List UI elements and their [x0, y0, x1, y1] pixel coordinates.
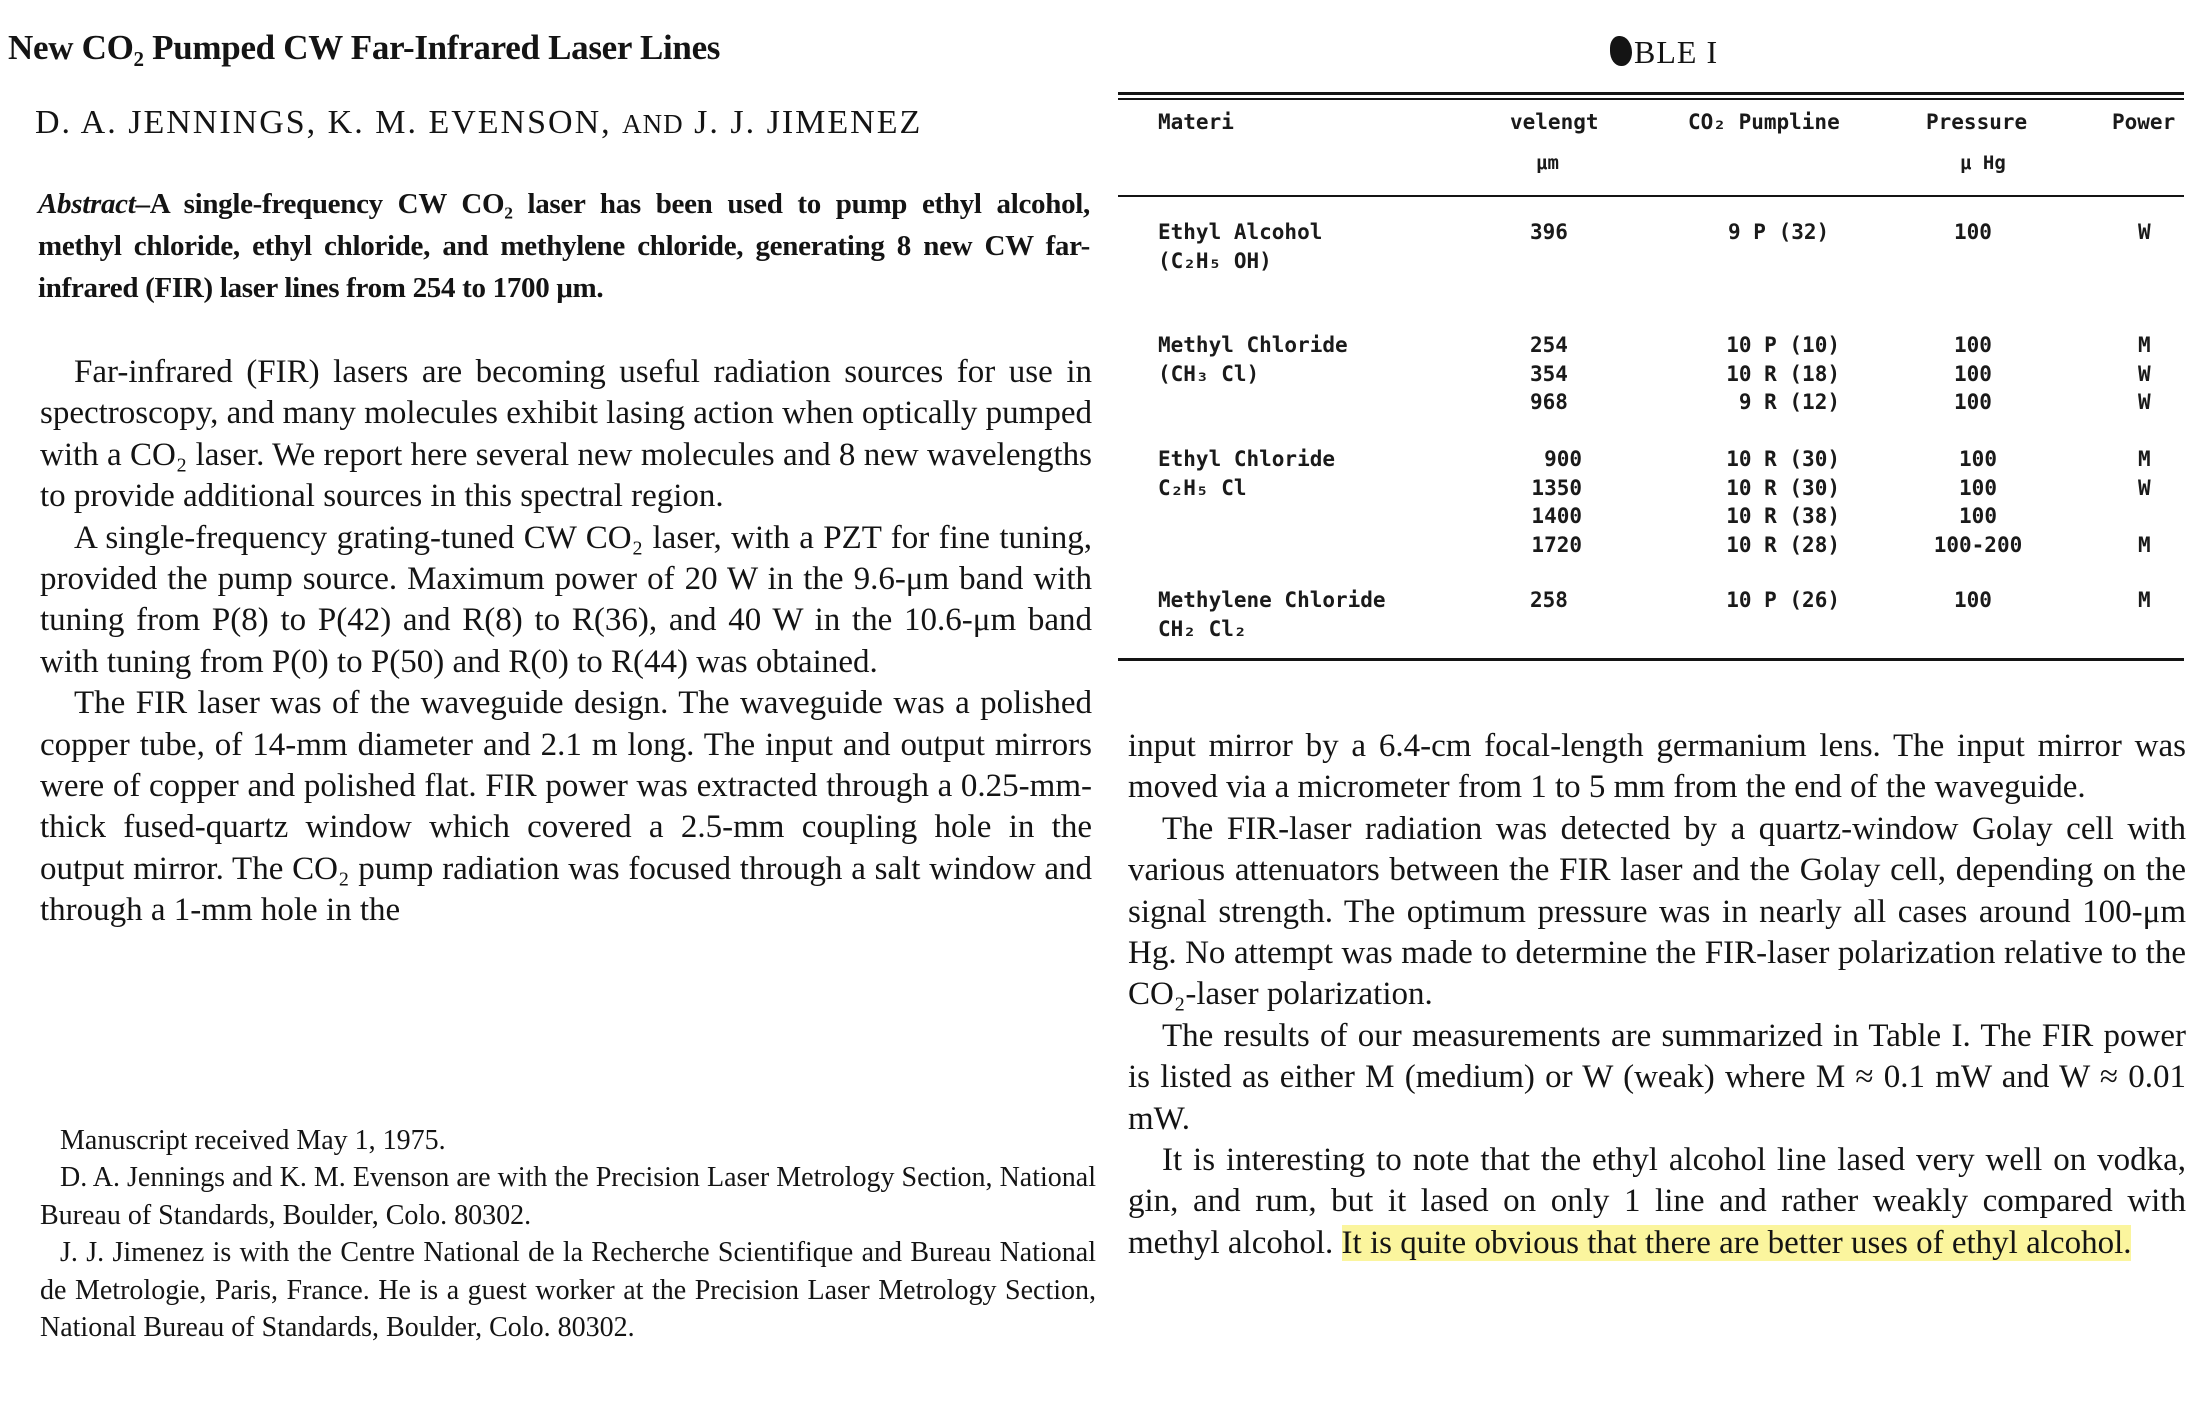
table-cell-power: W [2138, 361, 2151, 386]
material-name: Ethyl Alcohol [1158, 220, 1323, 244]
table-cell-pressure: 100 [1954, 361, 1992, 386]
table-cell-pumpline: 10 R (18) [1726, 361, 1840, 386]
header-pressure: Pressure [1926, 110, 2028, 134]
table-cell-pressure: 100 [1959, 447, 1997, 471]
table-cell-power: M [2138, 588, 2151, 612]
table-cell-pressure: 100 [1954, 220, 1992, 244]
material-formula: (CH₃ Cl) [1158, 361, 1260, 386]
author-line [35, 104, 922, 142]
paragraph-results: The results of our measurements are summarized in Table I. The FIR power is listed as either M (medium) or W (weak) where M ≈ 0.1 mW and W ≈ 0.01 mW. [1128, 1017, 2186, 1137]
footnote-affiliation-1: D. A. Jennings and K. M. Evenson are with the Precision Laser Metrology Section, National Bureau of Standards, Boulder, Colo. 80302. [40, 1162, 1096, 1231]
table-cell-pumpline: 10 R (28) [1726, 532, 1840, 557]
table-cell-pumpline: 10 R (30) [1726, 475, 1840, 500]
wavelength-cells-ethyl-alcohol [1530, 218, 1568, 247]
table-cell-pumpline: 10 R (30) [1726, 447, 1840, 471]
abstract-text: –A single-frequency CW CO₂ laser has been used to pump ethyl alcohol, methyl chloride, ethyl chloride, and methylene chloride, generating 8 new CW far-infrared (FIR) laser lines from 254 to 1700 μm. [38, 188, 1090, 304]
wavelength-cells-ethyl-chloride [1518, 445, 1582, 559]
paragraph-pump-source: A single-frequency grating-tuned CW CO₂ laser, with a PZT for fine tuning, provided the pump source. Maximum power of 20 W in the 9.6-μm band with tuning from P(8) to P(42) and R(8) to R(36), and 40 W in the 10.6-μm band with tuning from P(0) to P(50) and R(0) to R(44) was obtained. [40, 519, 1092, 680]
wavelength-cells-methylene-chloride [1530, 586, 1568, 615]
ethyl-alcohol-note-text: It is interesting to note that the ethyl alcohol line lased very well on vodka, gin, and rum, but it lased on only 1 line and rather weakly compared with methyl alcohol. [1128, 1142, 2186, 1261]
table-rule-top [1118, 92, 2184, 95]
material-formula: CH₂ Cl₂ [1158, 616, 1247, 641]
table-cell-pumpline: 9 P (32) [1728, 220, 1830, 244]
header-power: Power [2112, 110, 2176, 134]
material-formula: C₂H₅ Cl [1158, 475, 1247, 500]
highlighted-sentence: It is quite obvious that there are better uses of ethyl alcohol. [1341, 1224, 2132, 1261]
table-cell-pumpline: 10 P (10) [1726, 333, 1840, 357]
material-name: Methyl Chloride [1158, 333, 1348, 357]
footnotes [40, 1122, 1096, 1346]
table-cell-pressure: 100 [1954, 333, 1992, 357]
table-cell-power: W [2138, 390, 2151, 414]
table-title [1610, 34, 1718, 71]
table-cell-wavelength: 1720 [1531, 532, 1582, 557]
table-cell-wavelength: 254 [1530, 333, 1568, 357]
power-cells-ethyl-chloride [2138, 445, 2151, 559]
table-cell-pressure: 100 [1954, 588, 1992, 612]
pressure-cells-methylene-chloride [1954, 586, 1992, 615]
table-cell-power [2138, 502, 2151, 531]
table-cell-wavelength: 968 [1530, 390, 1568, 414]
paragraph-intro: Far-infrared (FIR) lasers are becoming useful radiation sources for use in spectroscopy, and many molecules exhibit lasing action when optically pumped with a CO₂ laser. We report here several new molecules and 8 new wavelengths to provide additional sources in this spectral region. [40, 354, 1092, 515]
table-cell-wavelength: 900 [1544, 447, 1582, 471]
header-pumpline: CO₂ Pumpline [1688, 110, 1840, 134]
right-column-body [1128, 726, 2186, 1264]
table-title-text: BLE I [1634, 34, 1719, 70]
table-cell-power: M [2138, 532, 2151, 557]
abstract [38, 183, 1090, 309]
table-cell-pressure: 100 [1959, 504, 1997, 528]
left-column-body [40, 352, 1092, 932]
table-rule-bottom [1118, 658, 2184, 661]
table-cell-wavelength: 396 [1530, 220, 1568, 244]
table-group-ethyl-alcohol [1158, 218, 1322, 275]
pumpline-cells-ethyl-chloride [1716, 445, 1840, 559]
paragraph-ethyl-alcohol-note [1128, 1140, 2186, 1264]
material-name: Ethyl Chloride [1158, 447, 1336, 471]
table-cell-pumpline: 10 P (26) [1726, 588, 1840, 612]
power-cells-ethyl-alcohol [2138, 218, 2151, 247]
table-group-methyl-chloride [1158, 331, 1348, 388]
pumpline-cells-methylene-chloride [1716, 586, 1840, 615]
ink-blot-icon [1610, 36, 1632, 66]
pressure-cells-ethyl-chloride [1916, 445, 2040, 559]
table-cell-power: M [2138, 333, 2151, 357]
table-cell-pumpline: 10 R (38) [1726, 504, 1840, 528]
pressure-cells-methyl-chloride [1954, 331, 1992, 417]
paragraph-waveguide: The FIR laser was of the waveguide design. The waveguide was a polished copper tube, of 14-mm diameter and 2.1 m long. The input and output mirrors were of copper and polished flat. FIR power was extracted through a 0.25-mm-thick fused-quartz window which covered a 2.5-mm coupling hole in the output mirror. The CO₂ pump radiation was focused through a salt window and through a 1-mm hole in the [40, 685, 1092, 929]
header-pressure-unit: μ Hg [1960, 152, 2006, 174]
header-wavelength-unit: μm [1536, 152, 1559, 174]
table-cell-power: W [2138, 220, 2151, 244]
table-cell-pressure: 100-200 [1933, 532, 2023, 557]
table-rule-header [1118, 195, 2184, 197]
table-cell-wavelength: 258 [1530, 588, 1568, 612]
paragraph-detection: The FIR-laser radiation was detected by a quartz-window Golay cell with various attenuators between the FIR laser and the Golay cell, depending on the signal strength. The optimum pressure was in nearly all cases around 100-μm Hg. No attempt was made to determine the FIR-laser polarization relative to the CO₂-laser polarization. [1128, 810, 2186, 1013]
material-formula: (C₂H₅ OH) [1158, 248, 1272, 273]
table-cell-pressure: 100 [1954, 390, 1992, 414]
header-wavelength: velengt [1510, 110, 1599, 134]
paper-title: New CO₂ Pumped CW Far-Infrared Laser Lines [8, 28, 721, 67]
table-cell-wavelength: 1400 [1531, 504, 1582, 528]
table-cell-pressure: 100 [1959, 475, 1997, 500]
table-cell-power: M [2138, 447, 2151, 471]
author-names-last: J. J. JIMENEZ [694, 104, 923, 141]
header-material: Materi [1158, 110, 1234, 134]
power-cells-methyl-chloride [2138, 331, 2151, 417]
table-cell-pumpline: 9 R (12) [1738, 390, 1840, 414]
paragraph-input-mirror: input mirror by a 6.4-cm focal-length germanium lens. The input mirror was moved via a micrometer from 1 to 5 mm from the end of the waveguide. [1128, 728, 2186, 806]
pumpline-cells-methyl-chloride [1716, 331, 1840, 417]
power-cells-methylene-chloride [2138, 586, 2151, 615]
table-group-ethyl-chloride [1158, 445, 1335, 502]
author-and: AND [622, 109, 684, 139]
abstract-label: Abstract [38, 188, 136, 220]
table-cell-power: W [2138, 475, 2151, 500]
footnote-affiliation-2: J. J. Jimenez is with the Centre National de la Recherche Scientifique and Bureau National de Metrologie, Paris, France. He is a guest worker at the Precision Laser Metrology Section, National Bureau of Standards, Boulder, Colo. 80302. [40, 1237, 1096, 1344]
table-rule-top-inner [1118, 98, 2184, 100]
table-group-methylene-chloride [1158, 586, 1386, 643]
wavelength-cells-methyl-chloride [1530, 331, 1568, 417]
pumpline-cells-ethyl-alcohol [1728, 218, 1829, 247]
table-cell-wavelength: 1350 [1531, 475, 1582, 500]
pressure-cells-ethyl-alcohol [1954, 218, 1992, 247]
material-name: Methylene Chloride [1158, 588, 1386, 612]
author-names-first: D. A. JENNINGS, K. M. EVENSON, [35, 104, 612, 141]
table-cell-wavelength: 354 [1530, 361, 1568, 386]
footnote-received: Manuscript received May 1, 1975. [60, 1125, 446, 1156]
